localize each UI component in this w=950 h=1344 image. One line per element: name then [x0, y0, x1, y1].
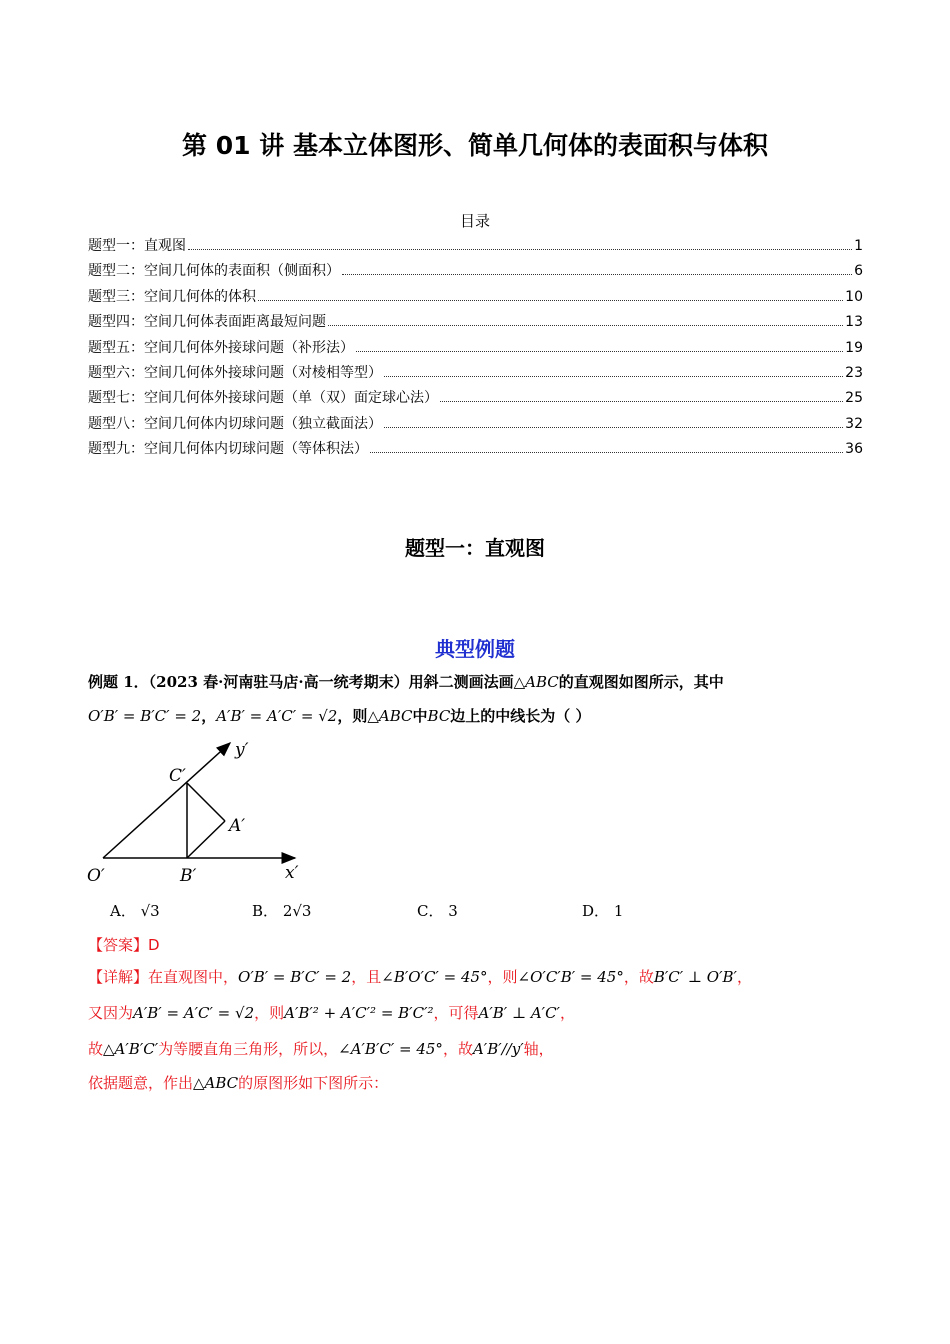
segment-a-b — [187, 821, 225, 858]
formula: B′C′ ⊥ O′B′ — [653, 968, 737, 986]
toc-item-label: 题型三：空间几何体的体积 — [88, 288, 256, 305]
text-median-question: 边上的中线长为（ ） — [450, 707, 591, 725]
toc-item[interactable] — [88, 413, 863, 438]
example-question-line-2 — [88, 705, 591, 726]
detail-text: ，可得 — [433, 1004, 479, 1022]
option-c[interactable] — [417, 900, 458, 921]
triangle-abc: △ABC — [513, 673, 559, 691]
option-d[interactable] — [582, 900, 623, 921]
toc-leader-dots — [258, 300, 843, 301]
toc-leader-dots — [356, 351, 843, 352]
label-x: x′ — [285, 863, 299, 883]
typical-examples-heading: 典型例题 — [435, 637, 515, 661]
toc-item-page: 23 — [845, 364, 863, 381]
detail-line-4 — [88, 1072, 388, 1093]
toc-leader-dots — [384, 376, 843, 377]
formula: A′B′² + A′C′² = B′C′² — [284, 1004, 434, 1022]
segment-c-a — [187, 783, 225, 821]
detail-text: 依据题意，作出 — [88, 1074, 194, 1092]
detail-text: 又因为 — [88, 1004, 134, 1022]
detail-line-2 — [88, 1002, 575, 1023]
option-b[interactable] — [252, 900, 311, 921]
label-o: O′ — [87, 866, 105, 886]
formula: O′B′ = B′C′ = 2 — [238, 968, 352, 986]
formula: A′B′ ⊥ A′C′ — [478, 1004, 560, 1022]
toc-item-page: 1 — [854, 238, 863, 254]
option-letter: A． — [110, 902, 136, 920]
answer-value: D — [148, 936, 160, 954]
toc-item[interactable] — [88, 311, 863, 336]
toc-leader-dots — [384, 427, 843, 428]
formula: △A′B′C′ — [103, 1040, 159, 1058]
option-value: 1 — [613, 902, 624, 920]
detail-text: ， — [736, 968, 752, 986]
option-value: 2√3 — [282, 902, 312, 920]
detail-text: ，则 — [254, 1004, 285, 1022]
detail-line-3 — [88, 1038, 554, 1059]
toc-item-label: 题型二：空间几何体的表面积（侧面积） — [88, 263, 340, 280]
toc-leader-dots — [342, 274, 852, 275]
example-lead-tail: 的直观图如图所示，其中 — [558, 673, 724, 691]
example-question-line-1 — [88, 671, 724, 692]
toc-item-label: 题型一：直观图 — [88, 238, 186, 254]
answer-line — [88, 934, 160, 955]
text-then: ，则 — [337, 707, 368, 725]
toc-item-label: 题型六：空间几何体外接球问题（对棱相等型） — [88, 364, 382, 381]
detail-text: 的原图形如下图所示： — [238, 1074, 389, 1092]
toc-leader-dots — [370, 452, 843, 453]
comma: ， — [201, 707, 217, 725]
option-value: √3 — [140, 902, 160, 920]
y-axis — [103, 743, 230, 858]
oblique-projection-figure — [85, 735, 315, 890]
table-of-contents — [88, 235, 863, 464]
label-b: B′ — [180, 866, 197, 886]
formula-ob-bc: O′B′ = B′C′ = 2 — [88, 707, 202, 725]
toc-item-label: 题型九：空间几何体内切球问题（等体积法） — [88, 441, 368, 458]
detail-text: ，且 — [351, 968, 382, 986]
option-a[interactable] — [110, 900, 160, 921]
toc-item[interactable] — [88, 387, 863, 412]
toc-item[interactable] — [88, 362, 863, 387]
toc-item-label: 题型八：空间几何体内切球问题（独立截面法） — [88, 415, 382, 432]
detail-text: ，则 — [487, 968, 518, 986]
segment-bc: BC — [427, 707, 451, 725]
toc-item-page: 36 — [845, 441, 863, 458]
answer-label: 【答案】 — [88, 936, 149, 954]
label-a: A′ — [229, 816, 246, 836]
toc-leader-dots — [328, 325, 843, 326]
toc-item-page: 13 — [845, 314, 863, 331]
formula: △ABC — [193, 1074, 239, 1092]
toc-leader-dots — [188, 249, 852, 250]
toc-item[interactable] — [88, 286, 863, 311]
detail-text: ，故 — [442, 1040, 473, 1058]
toc-item-page: 19 — [845, 339, 863, 356]
text-in: 中 — [412, 707, 428, 725]
formula: ∠O′C′B′ = 45° — [517, 968, 624, 986]
toc-item-label: 题型四：空间几何体表面距离最短问题 — [88, 314, 326, 331]
detail-line-1 — [88, 966, 752, 987]
formula: ∠B′O′C′ = 45° — [381, 968, 488, 986]
detail-text: ， — [559, 1004, 575, 1022]
toc-item[interactable] — [88, 260, 863, 285]
formula-ab-ac: A′B′ = A′C′ = √2 — [216, 707, 338, 725]
page-title: 第 01 讲 基本立体图形、简单几何体的表面积与体积 — [182, 131, 768, 160]
option-value: 3 — [448, 902, 458, 920]
toc-item[interactable] — [88, 235, 863, 260]
toc-item[interactable] — [88, 337, 863, 362]
toc-heading: 目录 — [459, 212, 490, 230]
toc-item-page: 10 — [845, 288, 863, 305]
option-letter: C． — [417, 902, 444, 920]
label-y: y′ — [235, 740, 249, 760]
formula: A′B′ = A′C′ = √2 — [133, 1004, 255, 1022]
example-lead: 例题 1．（2023 春·河南驻马店·高一统考期末）用斜二测画法画 — [88, 673, 514, 691]
detail-label: 【详解】 — [88, 968, 149, 986]
formula: ∠A′B′C′ = 45° — [338, 1040, 443, 1058]
detail-text: 为等腰直角三角形，所以， — [158, 1040, 339, 1058]
detail-text: ，故 — [623, 968, 654, 986]
option-letter: B． — [252, 902, 279, 920]
toc-item[interactable] — [88, 438, 863, 463]
option-letter: D． — [582, 902, 610, 920]
triangle-abc: △ABC — [367, 707, 413, 725]
toc-item-page: 32 — [845, 415, 863, 432]
detail-text: 在直观图中， — [148, 968, 239, 986]
detail-text: 轴， — [523, 1040, 554, 1058]
toc-item-label: 题型五：空间几何体外接球问题（补形法） — [88, 339, 354, 356]
toc-leader-dots — [440, 401, 843, 402]
toc-item-page: 6 — [854, 263, 863, 280]
detail-text: 故 — [88, 1040, 104, 1058]
label-c: C′ — [169, 766, 186, 786]
toc-item-label: 题型七：空间几何体外接球问题（单（双）面定球心法） — [88, 390, 438, 407]
section-title: 题型一：直观图 — [405, 536, 545, 560]
toc-item-page: 25 — [845, 390, 863, 407]
formula: A′B′//y′ — [472, 1040, 524, 1058]
